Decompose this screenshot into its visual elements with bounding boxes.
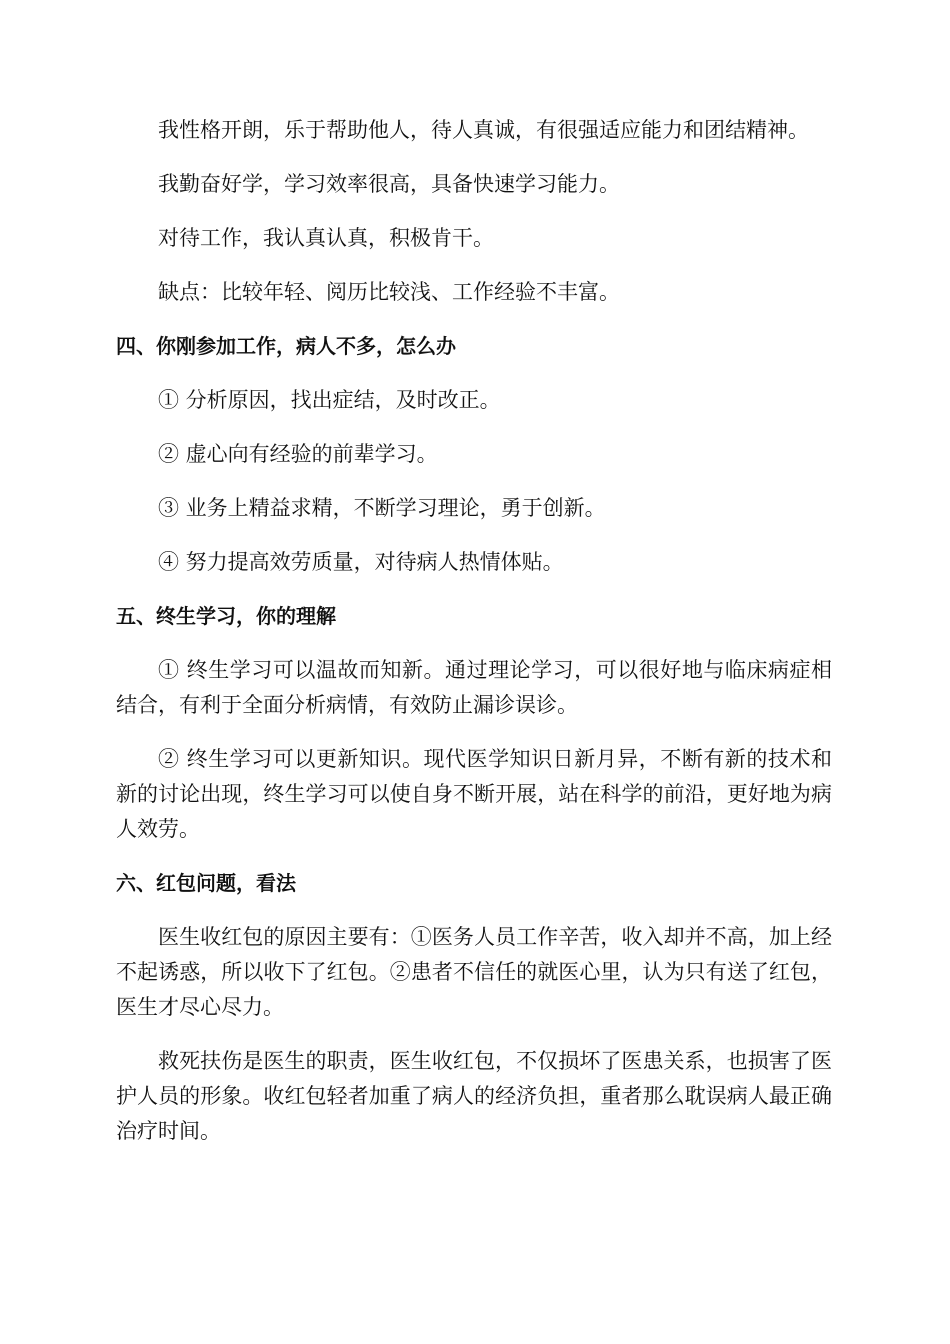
paragraph-learning: 我勤奋好学，学习效率很高，具备快速学习能力。 <box>158 172 620 196</box>
paragraph-red-envelope-harm: 救死扶伤是医生的职责，医生收红包，不仅损坏了医患关系，也损害了医护人员的形象。收红包轻者加重了病人的经济负担，重者那么耽误病人最正确治疗时间。 <box>116 1049 832 1143</box>
list-item: ① 分析原因，找出症结，及时改正。 <box>158 388 501 412</box>
paragraph-red-envelope-reasons: 医生收红包的原因主要有：①医务人员工作辛苦，收入却并不高，加上经不起诱惑，所以收下了红包。②患者不信任的就医心里，认为只有送了红包，医生才尽心尽力。 <box>116 925 832 1019</box>
section-heading-5: 五、终生学习，你的理解 <box>116 604 336 628</box>
list-item: ② 终生学习可以更新知识。现代医学知识日新月异，不断有新的技术和新的讨论出现，终生学习可以使自身不断开展，站在科学的前沿，更好地为病人效劳。 <box>116 747 832 841</box>
paragraph-shortcomings: 缺点：比较年轻、阅历比较浅、工作经验不丰富。 <box>158 280 620 304</box>
list-item: ② 虚心向有经验的前辈学习。 <box>158 442 438 466</box>
list-item: ④ 努力提高效劳质量，对待病人热情体贴。 <box>158 550 564 574</box>
paragraph-work-attitude: 对待工作，我认真认真，积极肯干。 <box>158 226 494 250</box>
section-heading-6: 六、红包问题，看法 <box>116 871 296 895</box>
list-item: ① 终生学习可以温故而知新。通过理论学习，可以很好地与临床病症相结合，有利于全面分析病情，有效防止漏诊误诊。 <box>116 658 832 717</box>
section-heading-4: 四、你刚参加工作，病人不多，怎么办 <box>116 334 456 358</box>
document-page <box>116 113 832 1168</box>
paragraph-personality: 我性格开朗，乐于帮助他人，待人真诚，有很强适应能力和团结精神。 <box>158 118 809 142</box>
list-item: ③ 业务上精益求精，不断学习理论，勇于创新。 <box>158 496 606 520</box>
